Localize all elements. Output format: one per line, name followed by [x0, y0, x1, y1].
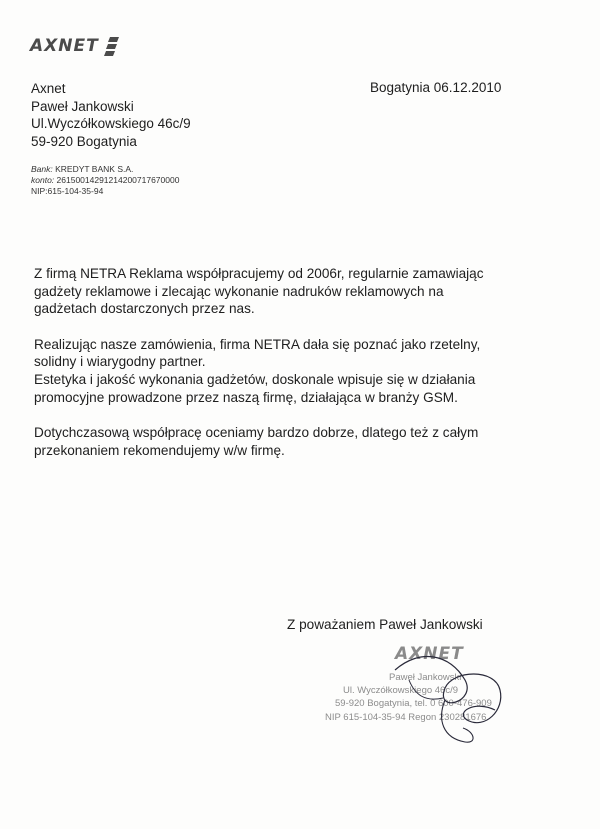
letter-body [34, 265, 574, 459]
sender-street: Ul.Wyczółkowskiego 46c/9 [31, 116, 191, 131]
body-line: Dotychczasową współpracę oceniamy bardzo dobrze, dlatego też z całym [34, 425, 479, 441]
logo-mark-icon [104, 36, 122, 58]
konto-line [31, 175, 179, 186]
logo-text: AXNET [30, 36, 99, 56]
body-line: przekonaniem rekomendujemy w/w firmę. [34, 442, 285, 458]
konto-value: 26150014291214200717670000 [56, 175, 180, 185]
place-date: Bogatynia 06.12.2010 [370, 80, 502, 95]
svg-text:Ul. Wyczółkowskiego 46c/9: Ul. Wyczółkowskiego 46c/9 [343, 685, 459, 696]
body-line: Z firmą NETRA Reklama współpracujemy od 2006r, regularnie zamawiając [34, 266, 484, 281]
sender-name: Paweł Jankowski [31, 98, 134, 114]
svg-text:59-920 Bogatynia, tel. 0 600-4: 59-920 Bogatynia, tel. 0 600-476-909 [335, 698, 492, 709]
company-stamp [325, 640, 545, 750]
closing-line: Z poważaniem Paweł Jankowski [287, 617, 483, 632]
body-line: gadżety reklamowe i zlecając wykonanie nadruków reklamowych na [34, 283, 444, 299]
svg-text:Paweł Jankowski: Paweł Jankowski [389, 672, 462, 683]
sender-address [31, 80, 191, 150]
nip-line: NIP:615-104-35-94 [31, 186, 104, 196]
body-line: promocyjne prowadzone przez naszą firmę, działająca w branży GSM. [34, 389, 458, 405]
stamp-logo: AXNET [395, 644, 464, 664]
bank-line [31, 164, 179, 175]
body-line: Realizując nasze zamówienia, firma NETRA dała się poznać jako rzetelny, [34, 336, 481, 352]
company-logo [30, 36, 130, 62]
body-line: Estetyka i jakość wykonania gadżetów, doskonale wpisuje się w działania [34, 371, 476, 387]
bank-label: Bank: [31, 164, 53, 174]
bank-info [31, 164, 179, 197]
konto-label: konto: [31, 175, 55, 185]
sender-company: Axnet [31, 81, 66, 96]
svg-text:NIP 615-104-35-94 Regon 23028: NIP 615-104-35-94 Regon 230281676 [325, 712, 487, 723]
body-line: gadżetach dostarczonych przez nas. [34, 301, 255, 317]
handwritten-signature [325, 640, 545, 750]
sender-city: 59-920 Bogatynia [31, 133, 137, 149]
body-line: solidny i wiarygodny partner. [34, 354, 206, 370]
bank-value: KREDYT BANK S.A. [55, 164, 134, 174]
